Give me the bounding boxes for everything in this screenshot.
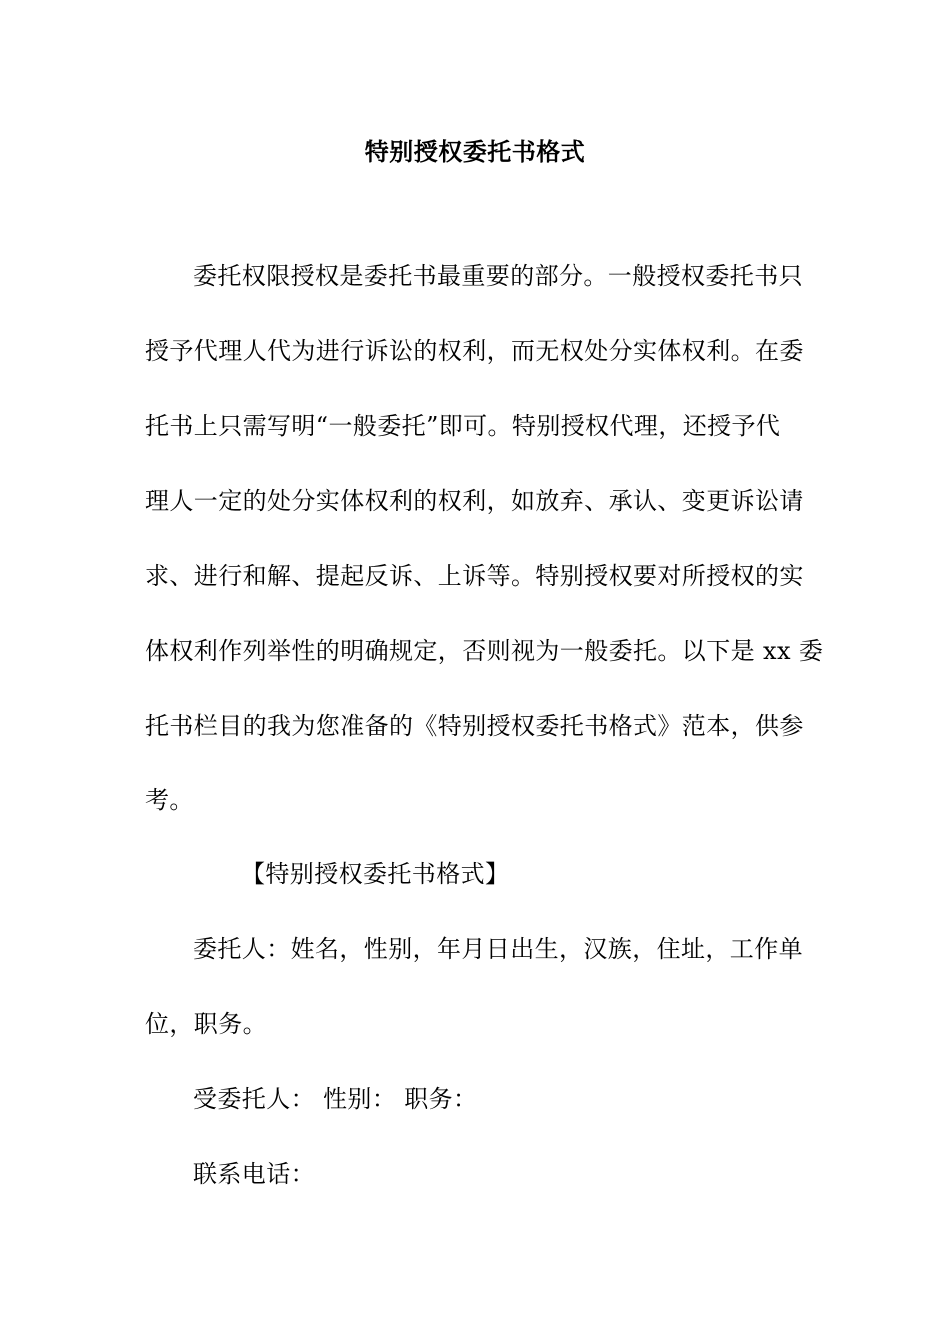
intro-line-1: 委托权限授权是委托书最重要的部分。一般授权委托书只 bbox=[193, 262, 803, 290]
intro-line-8: 考。 bbox=[145, 786, 194, 814]
intro-line-4: 理人一定的处分实体权利的权利，如放弃、承认、变更诉讼请 bbox=[145, 487, 804, 515]
principal-line-1: 委托人：姓名，性别，年月日出生，汉族，住址，工作单 bbox=[193, 935, 803, 963]
intro-line-3: 托书上只需写明“一般委托”即可。特别授权代理，还授予代 bbox=[145, 412, 781, 440]
document-title: 特别授权委托书格式 bbox=[364, 137, 586, 166]
intro-line-5: 求、进行和解、提起反诉、上诉等。特别授权要对所授权的实 bbox=[145, 562, 804, 590]
intro-line-7: 托书栏目的我为您准备的《特别授权委托书格式》范本，供参 bbox=[145, 712, 804, 740]
phone-line: 联系电话： bbox=[193, 1160, 315, 1188]
intro-line-6: 体权利作列举性的明确规定，否则视为一般委托。以下是 xx 委 bbox=[145, 637, 824, 665]
intro-line-2: 授予代理人代为进行诉讼的权利，而无权处分实体权利。在委 bbox=[145, 337, 804, 365]
agent-line: 受委托人： 性别： 职务： bbox=[193, 1085, 478, 1113]
principal-line-2: 位，职务。 bbox=[145, 1010, 267, 1038]
section-heading: 【特别授权委托书格式】 bbox=[241, 860, 510, 888]
